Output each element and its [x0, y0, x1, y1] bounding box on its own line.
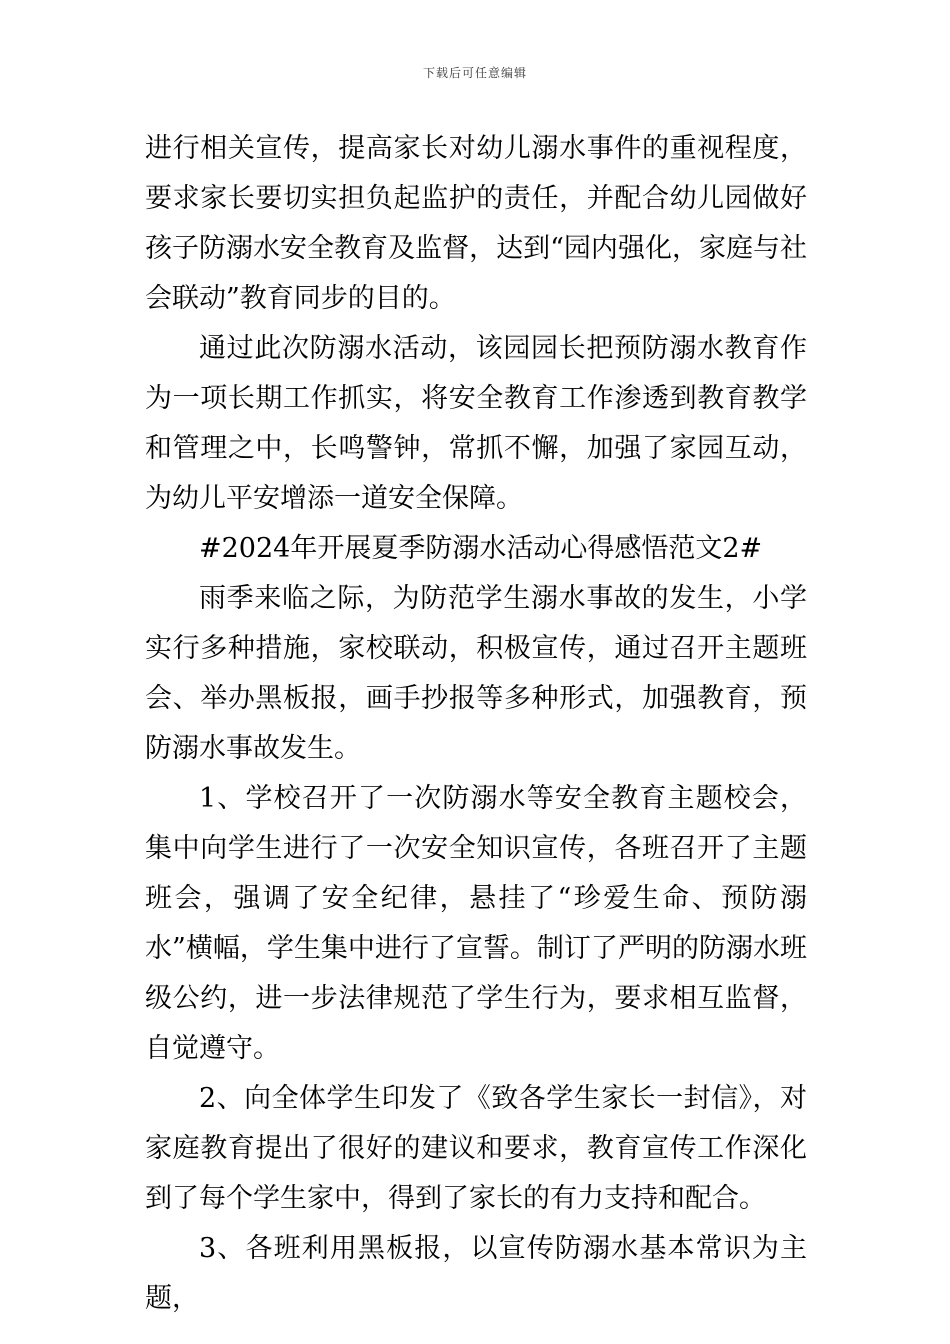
paragraph-6: 3、各班利用黑板报，以宣传防溺水基本常识为主题，	[145, 1233, 807, 1314]
paragraph-1: 进行相关宣传，提高家长对幼儿溺水事件的重视程度，要求家长要切实担负起监护的责任，并配合幼儿园做好孩子防溺水安全教育及监督，达到“园内强化，家庭与社会联动”教育同步的目的。	[145, 133, 807, 314]
paragraph-5: 2、向全体学生印发了《致各学生家长一封信》，对家庭教育提出了很好的建议和要求，教育宣传工作深化到了每个学生家中，得到了家长的有力支持和配合。	[145, 1083, 807, 1214]
paragraph-2: 通过此次防溺水活动，该园园长把预防溺水教育作为一项长期工作抓实，将安全教育工作渗透到教育教学和管理之中，长鸣警钟，常抓不懈，加强了家园互动，为幼儿平安增添一道安全保障。	[145, 333, 807, 514]
section-heading: #2024年开展夏季防溺水活动心得感悟范文2#	[199, 533, 763, 564]
page-header: 下载后可任意编辑	[422, 66, 527, 80]
paragraph-4: 1、学校召开了一次防溺水等安全教育主题校会，集中向学生进行了一次安全知识宣传，各班召开了主题班会，强调了安全纪律，悬挂了“珍爱生命、预防溺水”横幅，学生集中进行了宣誓。制订了严明的防溺水班级公约，进一步法律规范了学生行为，要求相互监督，自觉遵守。	[145, 783, 807, 1064]
paragraph-3: 雨季来临之际，为防范学生溺水事故的发生，小学实行多种措施，家校联动，积极宣传，通过召开主题班会、举办黑板报，画手抄报等多种形式，加强教育，预防溺水事故发生。	[145, 583, 807, 764]
document-body	[145, 124, 807, 1324]
